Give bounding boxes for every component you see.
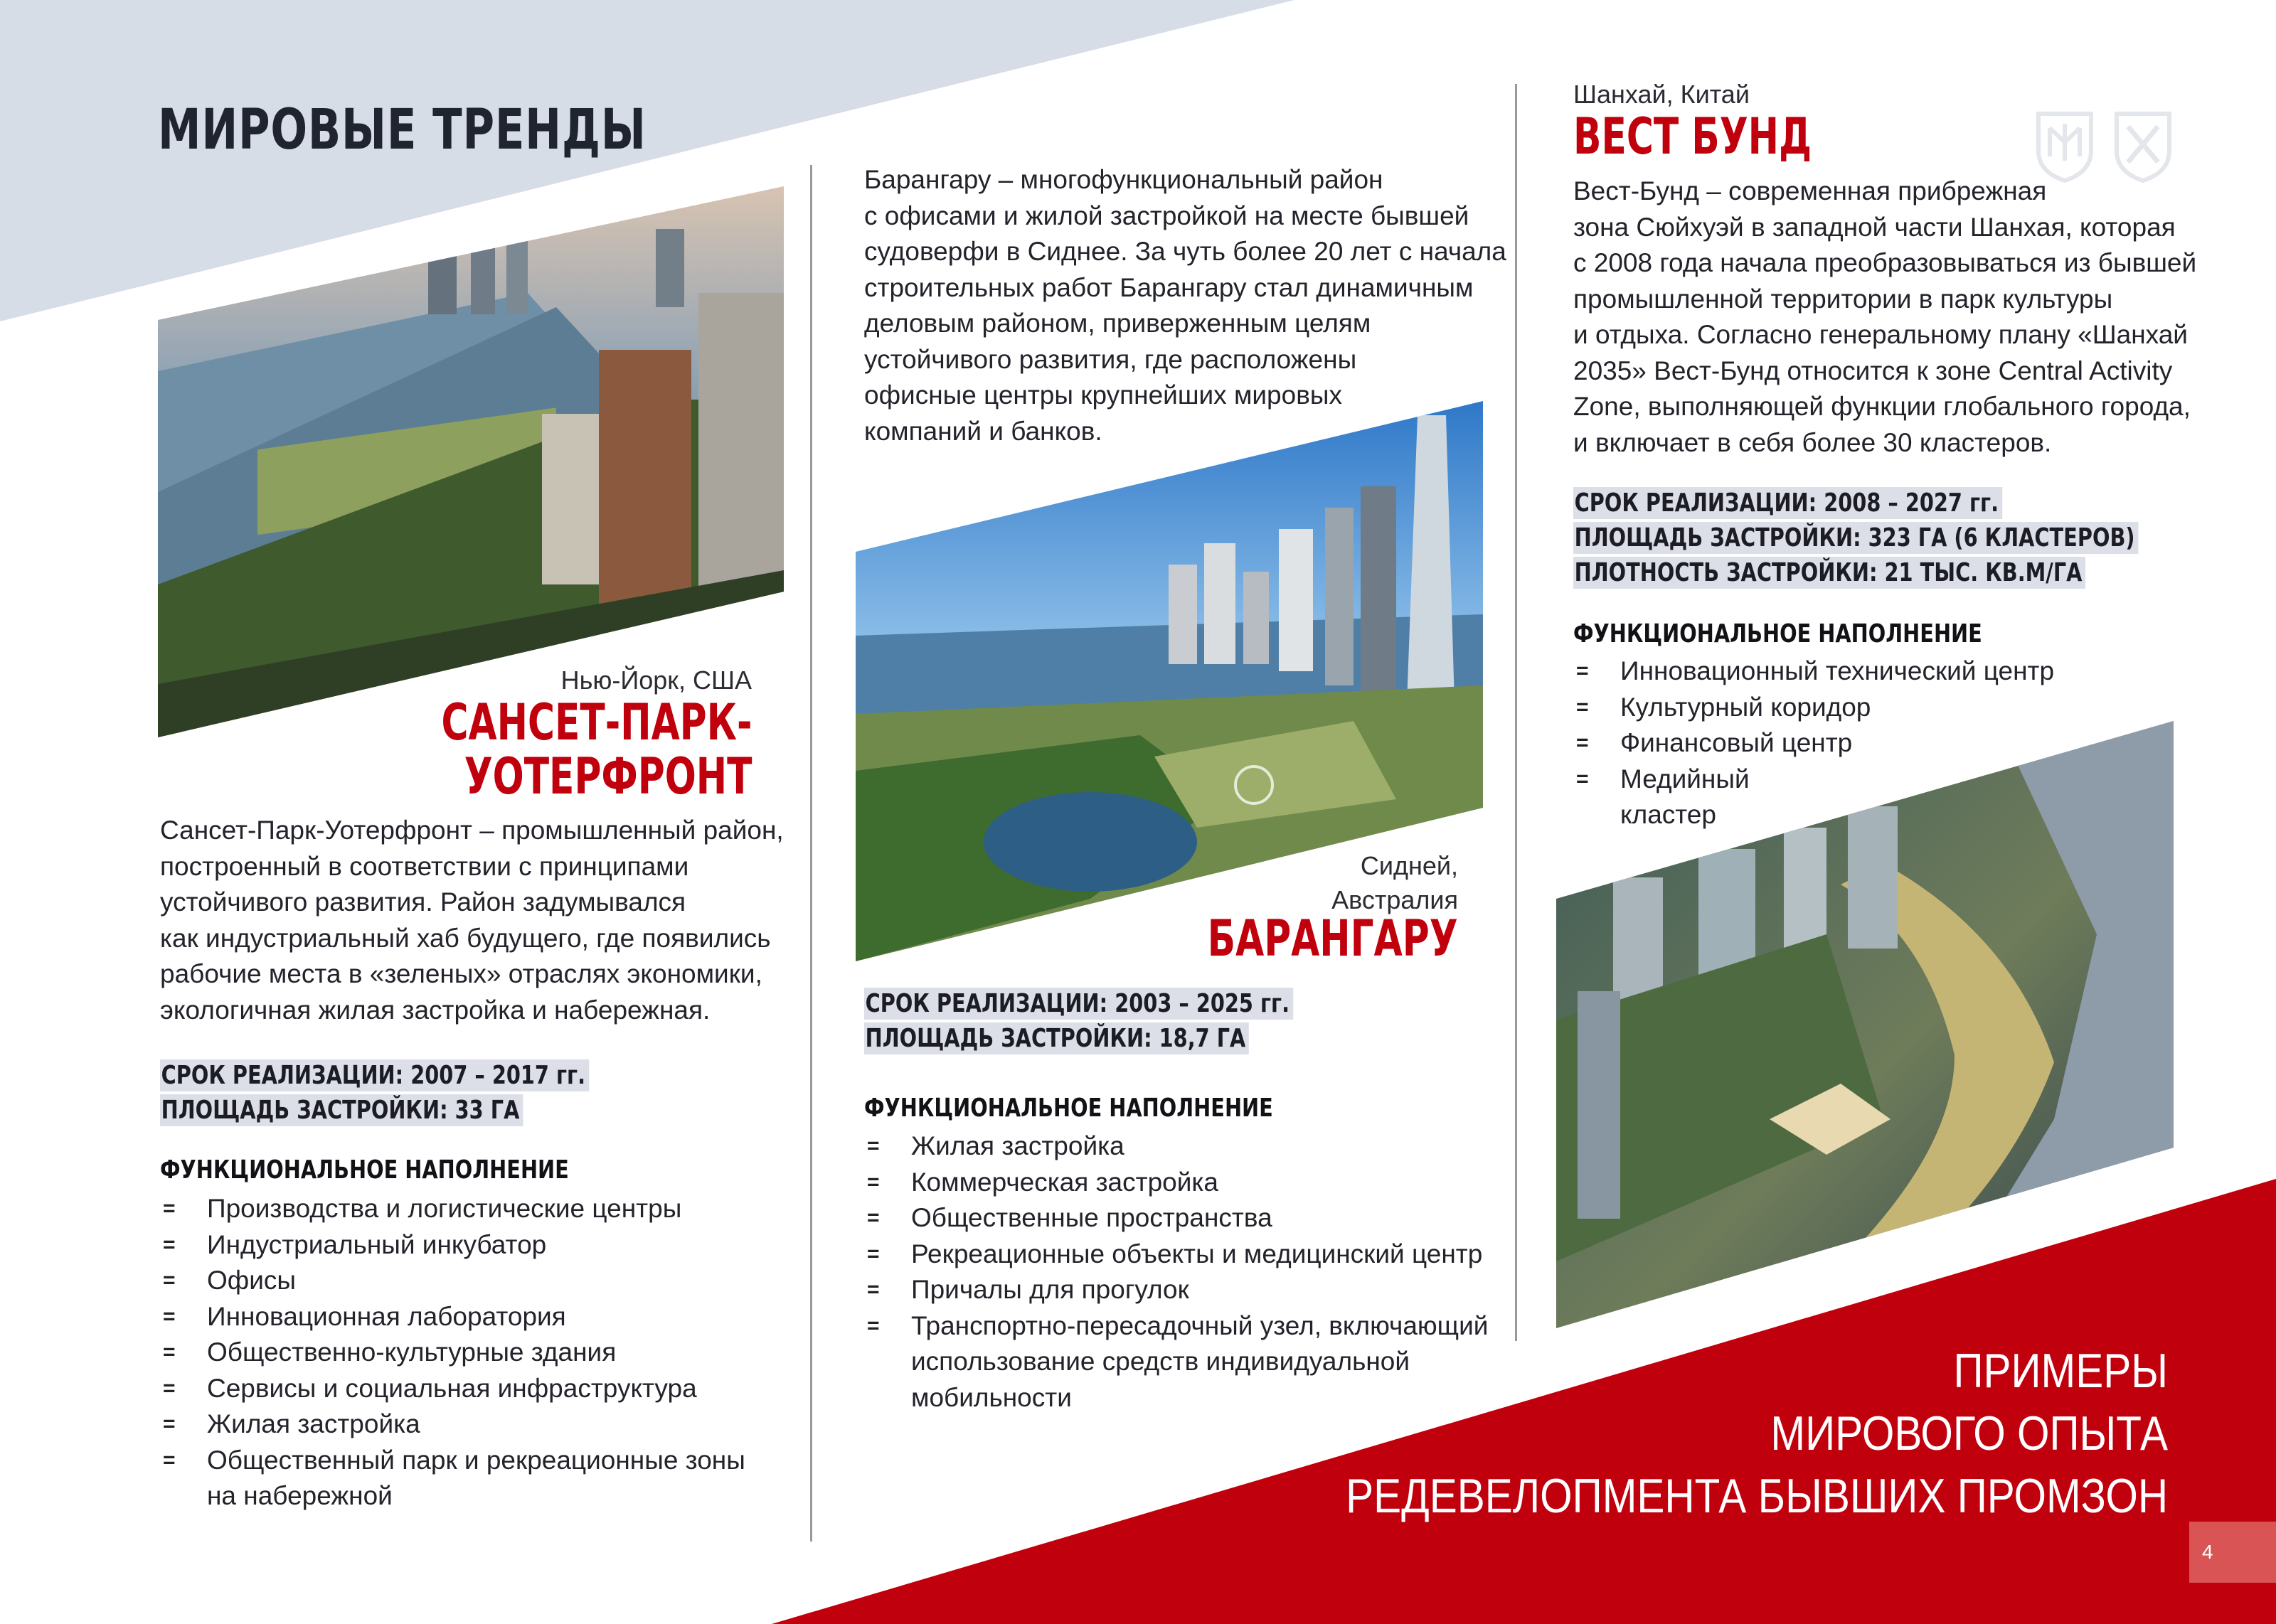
- list-item: = Производства и логистические центры: [160, 1191, 745, 1227]
- list-item: = Причалы для прогулок: [864, 1272, 1488, 1308]
- westbund-project-name: ВЕСТ БУНД: [1573, 107, 1812, 166]
- westbund-description: [1573, 173, 2196, 461]
- description-line: судоверфи в Сиднее. За чуть более 20 лет с начала: [864, 237, 1506, 266]
- westbund-city-label: Шанхай, Китай: [1573, 80, 1750, 109]
- double-dash-bullet-icon: =: [867, 1313, 880, 1337]
- list-item-continuation: мобильности: [911, 1382, 1072, 1412]
- ny-project-name: [441, 693, 752, 806]
- list-item: = Коммерческая застройка: [864, 1165, 1488, 1201]
- list-item-continuation: на набережной: [207, 1481, 393, 1510]
- list-item: = Финансовый центр: [1573, 725, 2054, 762]
- list-item: = Медийный: [1573, 762, 2054, 798]
- double-dash-bullet-icon: =: [1576, 659, 1589, 683]
- double-dash-bullet-icon: =: [163, 1340, 176, 1364]
- footer-caption-line: ПРИМЕРЫ: [1953, 1344, 2168, 1398]
- page-title: МИРОВЫЕ ТРЕНДЫ: [158, 98, 647, 162]
- footer-caption-line: РЕДЕВЕЛОПМЕНТА БЫВШИХ ПРОМЗОН: [1346, 1469, 2168, 1523]
- double-dash-bullet-icon: =: [163, 1232, 176, 1256]
- double-dash-bullet-icon: =: [867, 1134, 880, 1158]
- list-item-continuation: использование средств индивидуальной: [911, 1347, 1410, 1376]
- stat-area: ПЛОЩАДЬ ЗАСТРОЙКИ: 33 ГА: [160, 1094, 523, 1126]
- description-line: рабочие места в «зеленых» отраслях экономики,: [160, 959, 762, 988]
- list-item: = Транспортно-пересадочный узел, включающий: [864, 1308, 1488, 1345]
- list-item: = Инновационная лаборатория: [160, 1299, 745, 1335]
- description-line: офисные центры крупнейших мировых: [864, 380, 1342, 410]
- page-number: 4: [2189, 1522, 2276, 1583]
- ny-project-name-line: УОТЕРФРОНТ: [464, 747, 752, 806]
- double-dash-bullet-icon: =: [867, 1170, 880, 1194]
- city-line: Австралия: [1331, 885, 1458, 914]
- description-line: и включает в себя более 30 кластеров.: [1573, 427, 2052, 457]
- double-dash-bullet-icon: =: [163, 1197, 176, 1220]
- double-dash-bullet-icon: =: [163, 1268, 176, 1292]
- list-item: = Жилая застройка: [864, 1128, 1488, 1165]
- ny-stats: [160, 1058, 589, 1128]
- description-line: 2035» Вест-Бунд относится к зоне Central Activity: [1573, 356, 2173, 385]
- list-item: = Общественные пространства: [864, 1200, 1488, 1236]
- ny-project-name-line: САНСЕТ-ПАРК-: [441, 693, 752, 752]
- ny-city-label: Нью-Йорк, США: [560, 666, 752, 695]
- ny-description: [160, 813, 784, 1028]
- list-item: = Общественно-культурные здания: [160, 1335, 745, 1371]
- double-dash-bullet-icon: =: [163, 1412, 176, 1436]
- double-dash-bullet-icon: =: [867, 1278, 880, 1301]
- list-item: = Рекреационные объекты и медицинский центр: [864, 1236, 1488, 1273]
- barangaroo-functional-heading: ФУНКЦИОНАЛЬНОЕ НАПОЛНЕНИЕ: [864, 1094, 1273, 1123]
- double-dash-bullet-icon: =: [163, 1448, 176, 1472]
- description-line: деловым районом, приверженным целям: [864, 309, 1371, 338]
- double-dash-bullet-icon: =: [163, 1304, 176, 1328]
- ny-functional-heading: ФУНКЦИОНАЛЬНОЕ НАПОЛНЕНИЕ: [160, 1155, 569, 1185]
- description-line: как индустриальный хаб будущего, где появились: [160, 923, 771, 953]
- double-dash-bullet-icon: =: [1576, 766, 1589, 791]
- description-line: построенный в соответствии с принципами: [160, 851, 689, 881]
- description-line: устойчивого развития, где расположены: [864, 344, 1357, 374]
- description-line: экологичная жилая застройка и набережная.: [160, 995, 711, 1025]
- westbund-functional-heading: ФУНКЦИОНАЛЬНОЕ НАПОЛНЕНИЕ: [1573, 619, 1982, 648]
- stat-period: СРОК РЕАЛИЗАЦИИ: 2008 – 2027 гг.: [1573, 487, 2002, 519]
- stat-area: ПЛОЩАДЬ ЗАСТРОЙКИ: 18,7 ГА: [864, 1022, 1249, 1054]
- double-dash-bullet-icon: =: [1576, 695, 1589, 719]
- stat-area: ПЛОЩАДЬ ЗАСТРОЙКИ: 323 ГА (6 КЛАСТЕРОВ): [1573, 522, 2138, 554]
- list-item: = Офисы: [160, 1263, 745, 1299]
- description-line: с 2008 года начала преобразовываться из бывшей: [1573, 248, 2197, 277]
- description-line: с офисами и жилой застройкой на месте бывшей: [864, 201, 1469, 230]
- stat-period: СРОК РЕАЛИЗАЦИИ: 2003 – 2025 гг.: [864, 988, 1293, 1020]
- list-item: = Инновационный технический центр: [1573, 653, 2054, 690]
- description-line: зона Сюйхуэй в западной части Шанхая, которая: [1573, 212, 2176, 242]
- double-dash-bullet-icon: =: [867, 1206, 880, 1229]
- barangaroo-city-label: [1331, 849, 1458, 917]
- double-dash-bullet-icon: =: [867, 1241, 880, 1266]
- westbund-photo: [1556, 721, 2174, 1328]
- description-line: устойчивого развития. Район задумывался: [160, 887, 686, 917]
- stat-density: ПЛОТНОСТЬ ЗАСТРОЙКИ: 21 ТЫС. КВ.М/ГА: [1573, 557, 2085, 589]
- barangaroo-stats: [864, 986, 1293, 1056]
- list-item: = Жилая застройка: [160, 1406, 745, 1443]
- list-item: = Культурный коридор: [1573, 690, 2054, 726]
- description-line: компаний и банков.: [864, 416, 1102, 446]
- westbund-stats: [1573, 486, 2138, 590]
- description-line: и отдыха. Согласно генеральному плану «Шанхай: [1573, 320, 2188, 349]
- ny-functional-list: [160, 1191, 745, 1515]
- barangaroo-project-name: БАРАНГАРУ: [1208, 909, 1458, 968]
- description-line: Вест-Бунд – современная прибрежная: [1573, 176, 2047, 205]
- description-line: промышленной территории в парк культуры: [1573, 284, 2113, 314]
- description-line: Барангару – многофункциональный район: [864, 165, 1383, 194]
- double-dash-bullet-icon: =: [163, 1376, 176, 1400]
- list-item: = Общественный парк и рекреационные зоны: [160, 1443, 745, 1479]
- list-item-continuation: кластер: [1620, 800, 1716, 829]
- column-divider-left: [810, 165, 812, 1542]
- description-line: Zone, выполняющей функции глобального города,: [1573, 392, 2191, 421]
- city-line: Сидней,: [1360, 851, 1458, 880]
- footer-caption: [1346, 1340, 2168, 1527]
- column-divider-right: [1515, 84, 1517, 1341]
- list-item: = Индустриальный инкубатор: [160, 1227, 745, 1264]
- stat-period: СРОК РЕАЛИЗАЦИИ: 2007 – 2017 гг.: [160, 1059, 589, 1091]
- description-line: Сансет-Парк-Уотерфронт – промышленный район,: [160, 816, 784, 845]
- description-line: строительных работ Барангару стал динамичным: [864, 272, 1474, 302]
- sunset-park-photo: [158, 186, 784, 737]
- footer-caption-line: МИРОВОГО ОПЫТА: [1770, 1406, 2168, 1460]
- double-dash-bullet-icon: =: [1576, 731, 1589, 754]
- list-item: = Сервисы и социальная инфраструктура: [160, 1371, 745, 1407]
